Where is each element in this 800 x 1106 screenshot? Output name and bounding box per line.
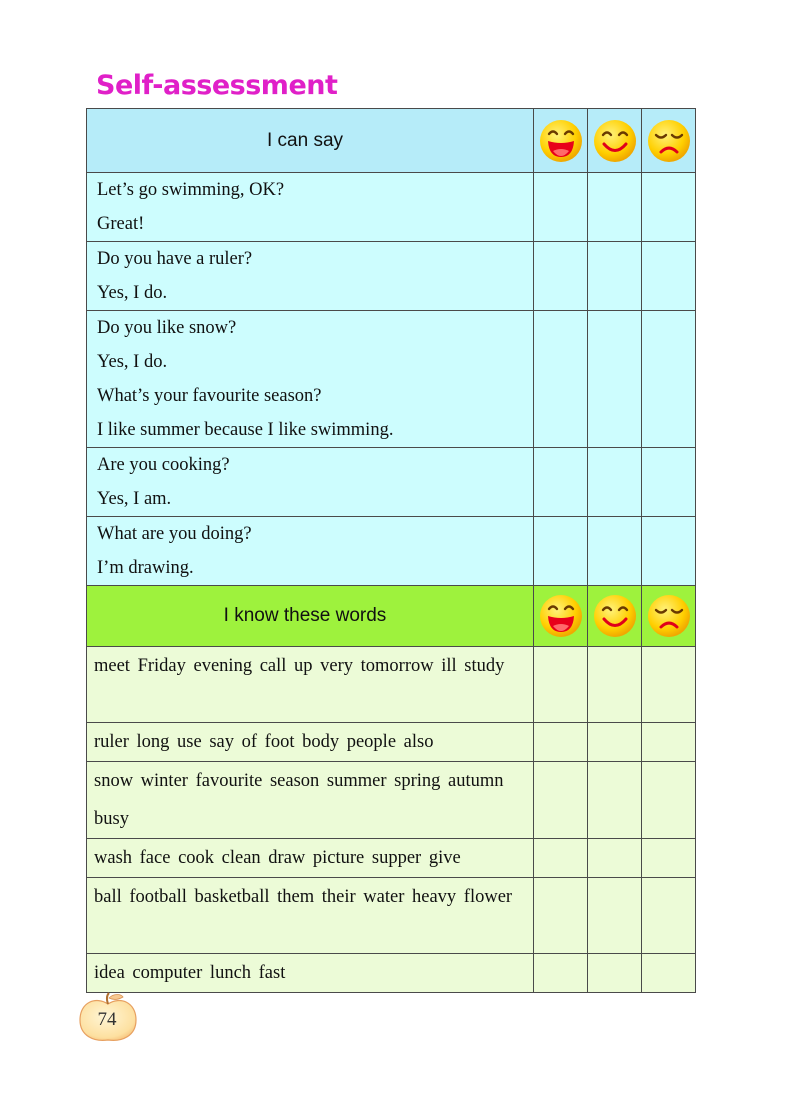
page-number: 74 bbox=[97, 1009, 117, 1030]
say-row bbox=[87, 448, 696, 517]
i-know-words-header bbox=[87, 586, 534, 647]
sad-checkbox[interactable] bbox=[642, 517, 696, 586]
say-row bbox=[87, 517, 696, 586]
sad-face-icon bbox=[642, 586, 696, 647]
laughing-face-icon bbox=[534, 586, 588, 647]
say-line: What’s your favourite season? bbox=[97, 386, 322, 406]
laughing-checkbox[interactable] bbox=[534, 517, 588, 586]
sad-checkbox[interactable] bbox=[642, 954, 696, 993]
say-line: Let’s go swimming, OK? bbox=[97, 180, 285, 200]
words-cell bbox=[87, 762, 534, 839]
words-row bbox=[87, 878, 696, 954]
say-cell bbox=[87, 448, 534, 517]
words-list: idea computer lunch fast bbox=[94, 963, 286, 983]
sad-checkbox[interactable] bbox=[642, 242, 696, 311]
words-list: ball football basketball them their water heavy flower bbox=[94, 887, 513, 907]
words-row bbox=[87, 954, 696, 993]
laughing-checkbox[interactable] bbox=[534, 762, 588, 839]
laughing-checkbox[interactable] bbox=[534, 448, 588, 517]
smiling-checkbox[interactable] bbox=[588, 517, 642, 586]
words-row bbox=[87, 839, 696, 878]
laughing-checkbox[interactable] bbox=[534, 242, 588, 311]
sad-checkbox[interactable] bbox=[642, 723, 696, 762]
i-can-say-header-row bbox=[87, 109, 696, 173]
smiling-face-icon bbox=[588, 586, 642, 647]
page-title: Self-assessment bbox=[96, 70, 338, 101]
laughing-checkbox[interactable] bbox=[534, 954, 588, 993]
say-cell bbox=[87, 517, 534, 586]
sad-checkbox[interactable] bbox=[642, 448, 696, 517]
sad-checkbox[interactable] bbox=[642, 839, 696, 878]
words-cell bbox=[87, 723, 534, 762]
say-cell bbox=[87, 242, 534, 311]
words-list: wash face cook clean draw picture supper give bbox=[94, 848, 461, 868]
smiling-checkbox[interactable] bbox=[588, 647, 642, 723]
smiling-checkbox[interactable] bbox=[588, 723, 642, 762]
say-row bbox=[87, 242, 696, 311]
smiling-face-icon bbox=[588, 109, 642, 173]
laughing-checkbox[interactable] bbox=[534, 839, 588, 878]
sad-checkbox[interactable] bbox=[642, 173, 696, 242]
smiling-checkbox[interactable] bbox=[588, 311, 642, 448]
laughing-checkbox[interactable] bbox=[534, 647, 588, 723]
say-row bbox=[87, 311, 696, 448]
laughing-checkbox[interactable] bbox=[534, 173, 588, 242]
say-line: Do you like snow? bbox=[97, 318, 237, 338]
sad-checkbox[interactable] bbox=[642, 878, 696, 954]
words-cell bbox=[87, 839, 534, 878]
sad-face-icon bbox=[642, 109, 696, 173]
say-line: I like summer because I like swimming. bbox=[97, 420, 394, 440]
sad-checkbox[interactable] bbox=[642, 762, 696, 839]
words-cell bbox=[87, 954, 534, 993]
smiling-checkbox[interactable] bbox=[588, 878, 642, 954]
words-list: snow winter favourite season summer spring autumn busy bbox=[94, 771, 504, 829]
say-cell bbox=[87, 311, 534, 448]
smiling-checkbox[interactable] bbox=[588, 762, 642, 839]
say-line: Yes, I do. bbox=[97, 352, 168, 372]
words-cell bbox=[87, 647, 534, 723]
say-line: Great! bbox=[97, 214, 145, 234]
sad-checkbox[interactable] bbox=[642, 647, 696, 723]
say-line: I’m drawing. bbox=[97, 558, 194, 578]
smiling-checkbox[interactable] bbox=[588, 954, 642, 993]
page-number-badge bbox=[76, 992, 140, 1044]
laughing-face-icon bbox=[534, 109, 588, 173]
say-cell bbox=[87, 173, 534, 242]
words-list: ruler long use say of foot body people also bbox=[94, 732, 434, 752]
smiling-checkbox[interactable] bbox=[588, 173, 642, 242]
smiling-checkbox[interactable] bbox=[588, 448, 642, 517]
smiling-checkbox[interactable] bbox=[588, 839, 642, 878]
i-know-words-header-row bbox=[87, 586, 696, 647]
smiling-checkbox[interactable] bbox=[588, 242, 642, 311]
say-line: Are you cooking? bbox=[97, 455, 230, 475]
say-line: Yes, I am. bbox=[97, 489, 172, 509]
i-know-words-label: I know these words bbox=[223, 605, 387, 626]
sad-checkbox[interactable] bbox=[642, 311, 696, 448]
words-list: meet Friday evening call up very tomorrow ill study bbox=[94, 656, 505, 676]
words-row bbox=[87, 647, 696, 723]
words-row bbox=[87, 762, 696, 839]
laughing-checkbox[interactable] bbox=[534, 311, 588, 448]
i-can-say-label: I can say bbox=[266, 129, 344, 151]
say-row bbox=[87, 173, 696, 242]
self-assessment-table bbox=[86, 108, 696, 993]
words-row bbox=[87, 723, 696, 762]
laughing-checkbox[interactable] bbox=[534, 878, 588, 954]
words-cell bbox=[87, 878, 534, 954]
say-line: Do you have a ruler? bbox=[97, 249, 253, 269]
laughing-checkbox[interactable] bbox=[534, 723, 588, 762]
say-line: Yes, I do. bbox=[97, 283, 168, 303]
say-line: What are you doing? bbox=[97, 524, 252, 544]
i-can-say-header bbox=[87, 109, 534, 173]
